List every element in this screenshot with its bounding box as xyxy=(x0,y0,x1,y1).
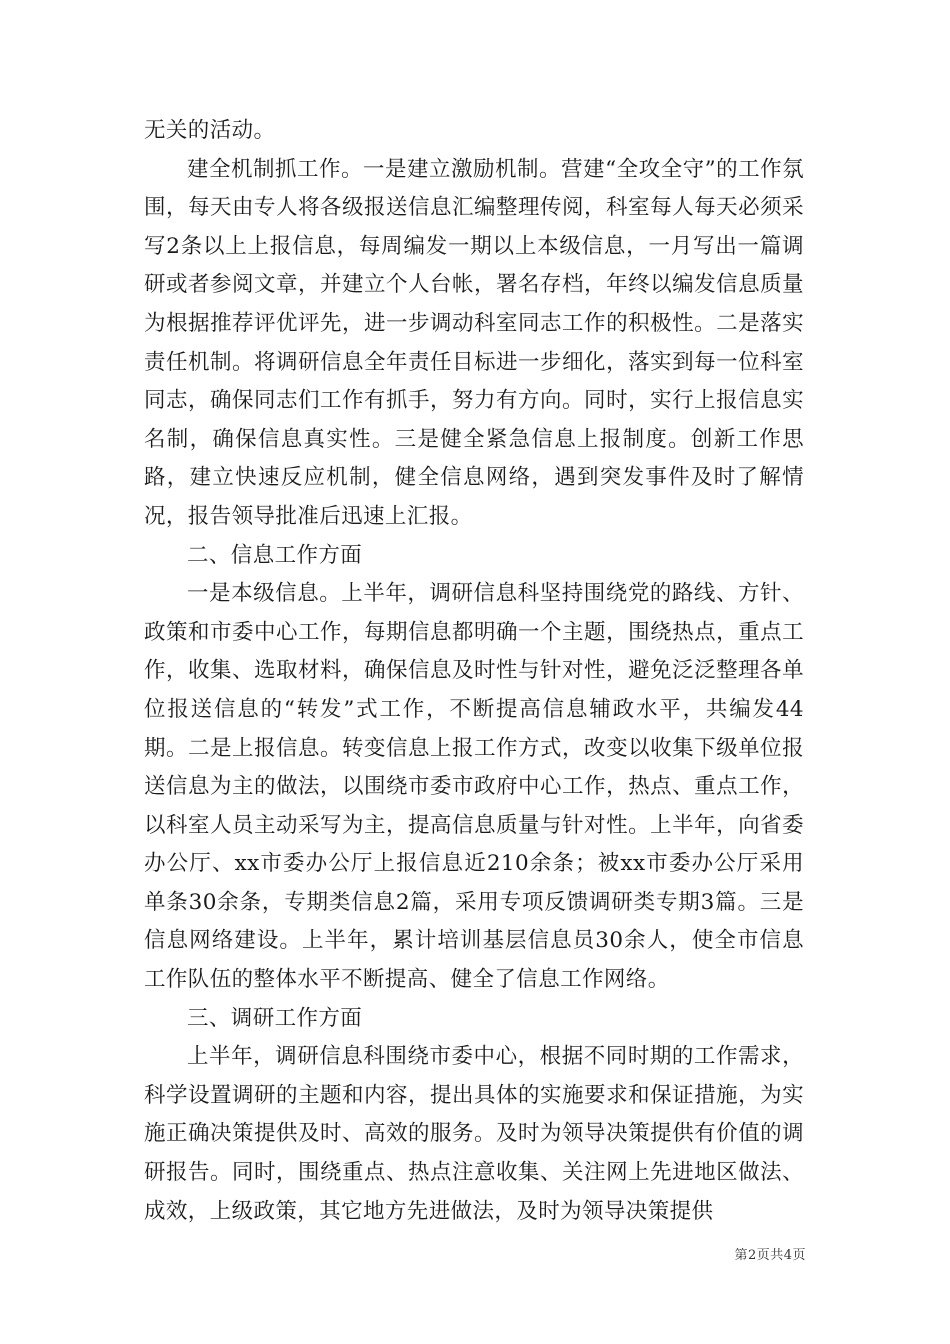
paragraph-information-work: 一是本级信息。上半年，调研信息科坚持围绕党的路线、方针、政策和市委中心工作，每期信息都明确一个主题，围绕热点，重点工作，收集、选取材料，确保信息及时性与针对性，避免泛泛整理各单位报送信息的“转发”式工作，不断提高信息辅政水平，共编发44期。二是上报信息。转变信息上报工作方式，改变以收集下级单位报送信息为主的做法，以围绕市委市政府中心工作，热点、重点工作，以科室人员主动采写为主，提高信息质量与针对性。上半年，向省委办公厅、xx市委办公厅上报信息近210余条；被xx市委办公厅采用单条30余条，专期类信息2篇，采用专项反馈调研类专期3篇。三是信息网络建设。上半年，累计培训基层信息员30余人，使全市信息工作队伍的整体水平不断提高、健全了信息工作网络。 xyxy=(144,581,804,993)
document-body xyxy=(144,112,804,1231)
section-heading-research-work: 三、调研工作方面 xyxy=(187,1005,363,1031)
paragraph-research-work: 上半年，调研信息科围绕市委中心，根据不同时期的工作需求，科学设置调研的主题和内容，提出具体的实施要求和保证措施，为实施正确决策提供及时、高效的服务。及时为领导决策提供有价值的调研报告。同时，围绕重点、热点注意收集、关注网上先进地区做法、成效，上级政策，其它地方先进做法，及时为领导决策提供 xyxy=(144,1044,804,1224)
page-number-footer: 第2页共4页 xyxy=(734,1248,806,1263)
section-heading-information-work: 二、信息工作方面 xyxy=(187,542,363,568)
paragraph-continuation: 无关的活动。 xyxy=(144,118,276,143)
paragraph-mechanism: 建全机制抓工作。一是建立激励机制。营建“全攻全守”的工作氛围，每天由专人将各级报送信息汇编整理传阅，科室每人每天必须采写2条以上上报信息，每周编发一期以上本级信息，一月写出一篇调研或者参阅文章，并建立个人台帐，署名存档，年终以编发信息质量为根据推荐评优评先，进一步调动科室同志工作的积极性。二是落实责任机制。将调研信息全年责任目标进一步细化，落实到每一位科室同志，确保同志们工作有抓手，努力有方向。同时，实行上报信息实名制，确保信息真实性。三是健全紧急信息上报制度。创新工作思路，建立快速反应机制，健全信息网络，遇到突发事件及时了解情况，报告领导批准后迅速上汇报。 xyxy=(144,156,804,529)
